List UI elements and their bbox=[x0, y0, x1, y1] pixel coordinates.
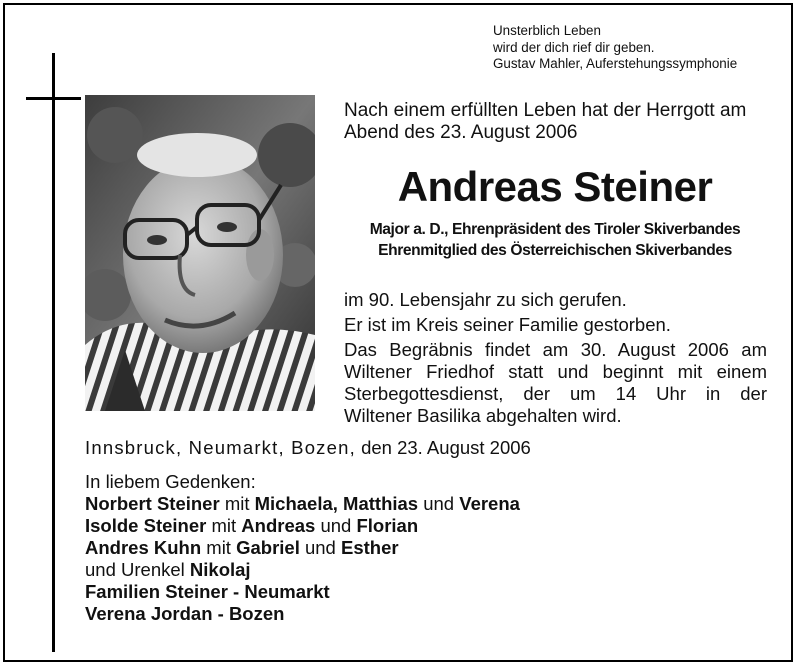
quote-line: Gustav Mahler, Auferstehungssymphonie bbox=[493, 56, 738, 71]
mourner-name: Andres Kuhn bbox=[85, 537, 202, 558]
connector-text: mit bbox=[211, 515, 237, 536]
connector-text: und bbox=[320, 515, 352, 536]
title-line: Major a. D., Ehrenpräsident des Tiroler Skiverbandes bbox=[369, 221, 741, 238]
epigraph-quote bbox=[493, 23, 737, 73]
mourner-row: Familien Steiner - Neumarkt bbox=[85, 581, 330, 602]
mourner-row bbox=[85, 537, 520, 559]
mourner-name: Esther bbox=[341, 537, 399, 558]
portrait-photo bbox=[85, 95, 315, 411]
connector-text: mit bbox=[224, 493, 250, 514]
cross-icon-vertical bbox=[52, 53, 55, 652]
mourners-heading: In liebem Gedenken: bbox=[85, 471, 256, 492]
mourner-name: Nikolaj bbox=[189, 559, 251, 580]
portrait-illustration bbox=[85, 95, 315, 411]
mourner-name: Isolde Steiner bbox=[85, 515, 207, 536]
title-line: Ehrenmitglied des Österreichischen Skiverbandes bbox=[378, 242, 732, 259]
cross-icon-horizontal bbox=[26, 97, 81, 100]
mourner-name: Norbert Steiner bbox=[85, 493, 220, 514]
mourners-list bbox=[85, 471, 520, 625]
funeral-details bbox=[344, 339, 767, 427]
funeral-line: Wiltener Friedhof statt und beginnt mit einem bbox=[344, 361, 767, 382]
mourner-row bbox=[85, 515, 520, 537]
place-date-line bbox=[85, 437, 531, 459]
places: Innsbruck, Neumarkt, Bozen, bbox=[85, 437, 356, 458]
date: den 23. August 2006 bbox=[361, 437, 531, 458]
funeral-line: Wiltener Basilika abgehalten wird. bbox=[344, 405, 622, 426]
intro-line: Abend des 23. August 2006 bbox=[344, 122, 578, 143]
deceased-name: Andreas Steiner bbox=[397, 163, 713, 210]
quote-line: Unsterblich Leben bbox=[493, 23, 601, 38]
body-line: im 90. Lebensjahr zu sich gerufen. bbox=[344, 289, 627, 310]
mourner-row: Verena Jordan - Bozen bbox=[85, 603, 285, 624]
connector-text: und bbox=[304, 537, 336, 558]
mourner-name: Verena bbox=[459, 493, 520, 514]
quote-line: wird der dich rief dir geben. bbox=[493, 39, 655, 55]
funeral-line: Sterbegottesdienst, der um 14 Uhr in der bbox=[344, 383, 767, 404]
mourner-row bbox=[85, 493, 520, 515]
deceased-titles bbox=[344, 219, 766, 261]
intro-text bbox=[344, 100, 746, 144]
mourner-name: Andreas bbox=[241, 515, 316, 536]
connector-text: und Urenkel bbox=[85, 559, 185, 580]
intro-line: Nach einem erfüllten Leben hat der Herrgott am bbox=[344, 100, 747, 121]
mourner-name: Michaela, Matthias bbox=[254, 493, 419, 514]
announcement-body bbox=[344, 289, 767, 427]
funeral-line: Das Begräbnis findet am 30. August 2006 am bbox=[344, 339, 767, 360]
mourner-name: Gabriel bbox=[236, 537, 300, 558]
connector-text: und bbox=[423, 493, 455, 514]
connector-text: mit bbox=[206, 537, 231, 558]
body-line: Er ist im Kreis seiner Familie gestorben. bbox=[344, 314, 671, 335]
mourner-row bbox=[85, 559, 520, 581]
mourner-name: Florian bbox=[356, 515, 419, 536]
